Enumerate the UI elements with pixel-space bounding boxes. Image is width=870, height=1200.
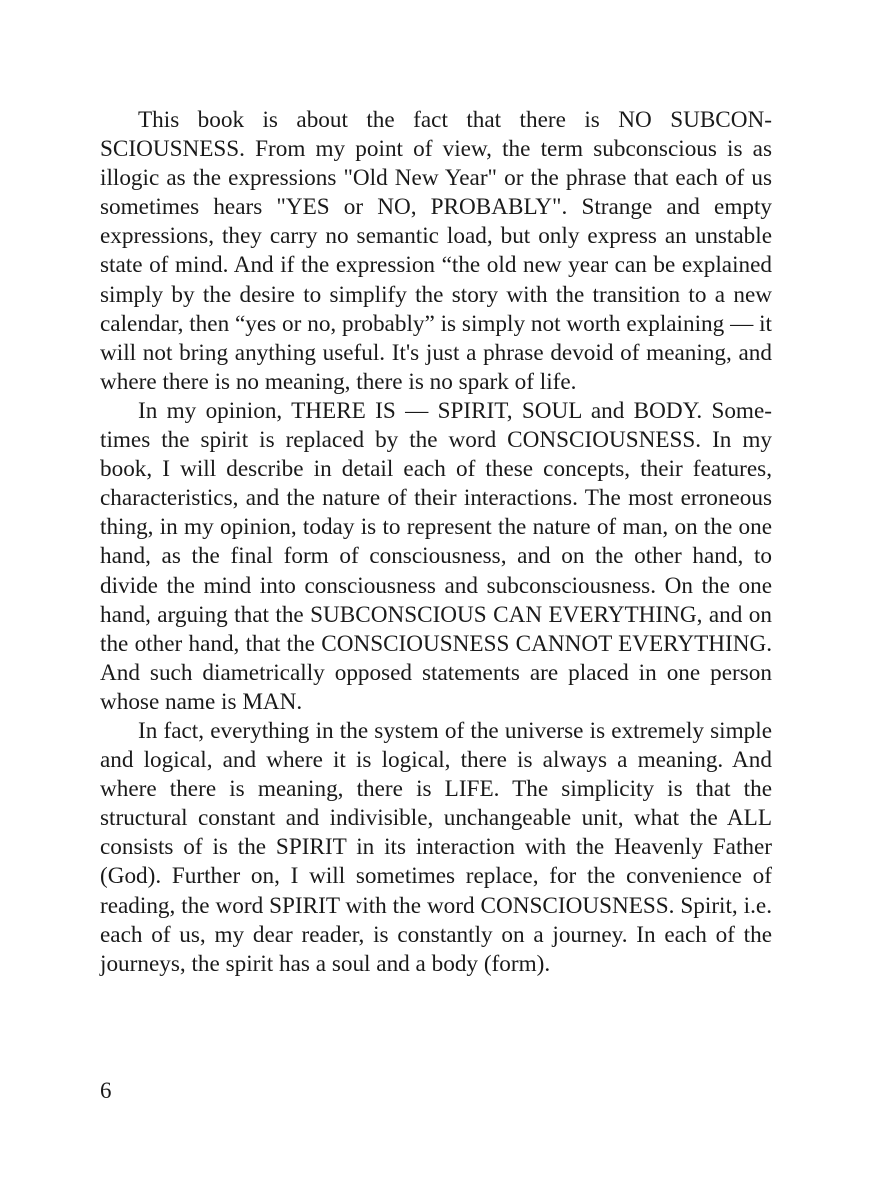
paragraph-1: This book is about the fact that there is NO SUBCONSCIOUSNESS. From my point of view, the term subconscious is as illogic as the expressions "Old New Year" or the phrase that each of us sometimes hears "YES or NO, PROBABLY". Strange and empty expressions, they carry no semantic load, but only express an unstable state of mind. And if the expression “the old new year can be explained simply by the desire to simplify the story with the transition to a new calendar, then “yes or no, probably” is simply not worth explaining — it will not bring anything useful. It's just a phrase devoid of meaning, and where there is no meaning, there is no spark of life. [100, 107, 772, 395]
paragraph-3: In fact, everything in the system of the universe is extremely simple and logical, and where it is logical, there is always a meaning. And where there is meaning, there is LIFE. The simplicity is that the structural constant and indivisible, unchangeable unit, what the ALL consists of is the SPIRIT in its interaction with the Heavenly Father (God). Further on, I will sometimes replace, for the convenience of reading, the word SPIRIT with the word CONSCIOUSNESS. Spirit, i.e. each of us, my dear reader, is constantly on a journey. In each of the journeys, the spirit has a soul and a body (form). [100, 717, 772, 977]
paragraph-2: In my opinion, THERE IS — SPIRIT, SOUL and BODY. Sometimes the spirit is replaced by the word CONSCIOUSNESS. In my book, I will describe in detail each of these concepts, their features, characteristics, and the nature of their interactions. The most erroneous thing, in my opinion, today is to represent the nature of man, on the one hand, as the final form of consciousness, and on the other hand, to divide the mind into consciousness and subconsciousness. On the one hand, arguing that the SUBCONSCIOUS CAN EVERYTHING, and on the other hand, that the CONSCIOUSNESS CANNOT EVERYTHING. And such diametrically opposed statements are placed in one person whose name is MAN. [100, 397, 772, 715]
page-number: 6 [100, 1078, 112, 1103]
body-text [100, 106, 772, 979]
